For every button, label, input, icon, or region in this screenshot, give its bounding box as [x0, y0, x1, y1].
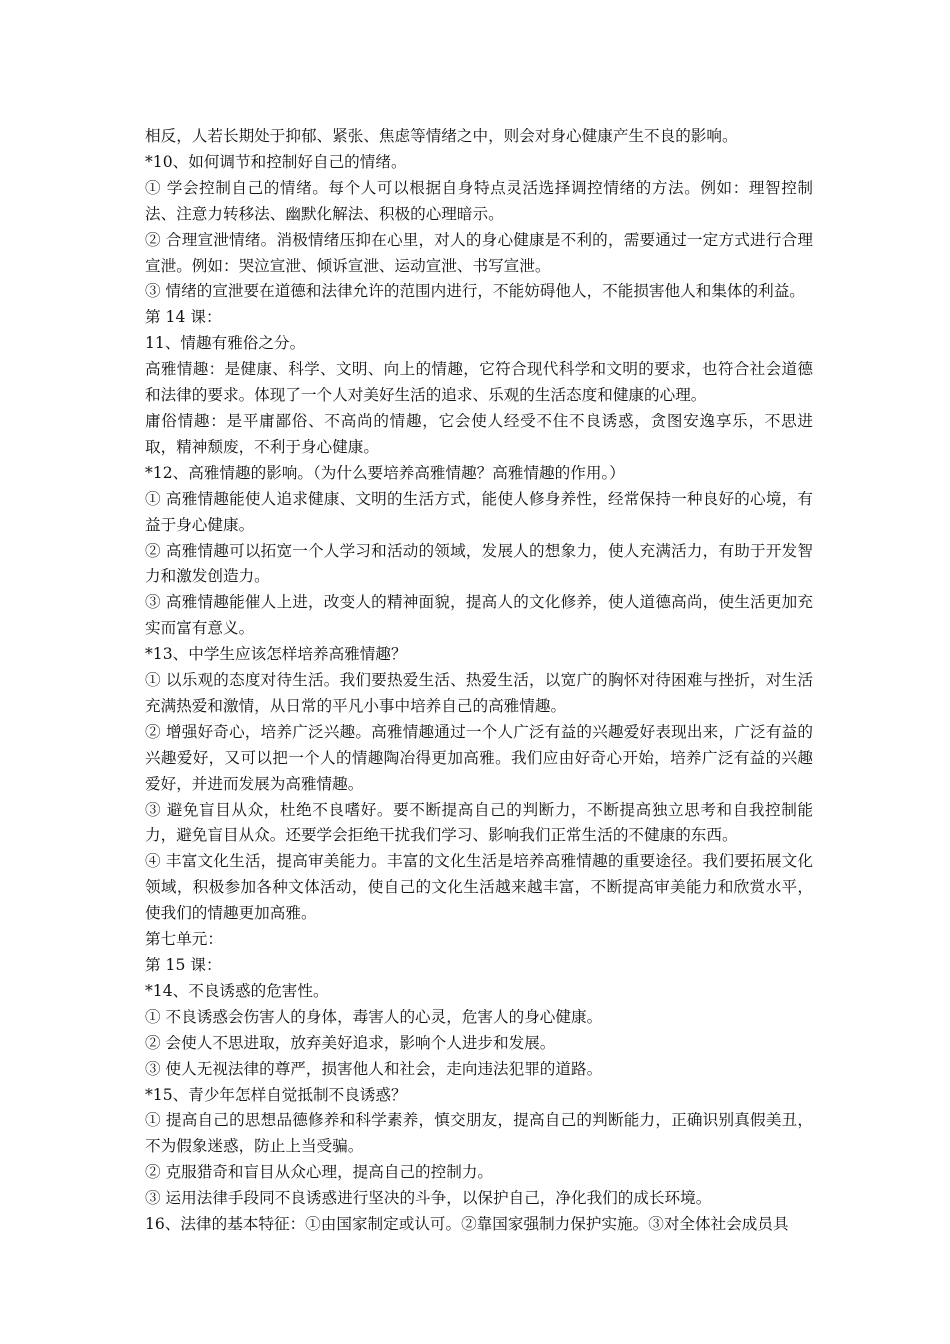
paragraph: ② 克服猎奇和盲目从众心理，提高自己的控制力。 — [145, 1163, 494, 1182]
question-heading: *15、青少年怎样自觉抵制不良诱惑？ — [145, 1085, 407, 1104]
paragraph: ③ 高雅情趣能催人上进，改变人的精神面貌，提高人的文化修养，使人道德高尚，使生活更加充实而富有意义。 — [145, 593, 813, 638]
paragraph: ④ 丰富文化生活，提高审美能力。丰富的文化生活是培养高雅情趣的重要途径。我们要拓展文化领域，积极参加各种文体活动，使自己的文化生活越来越丰富，不断提高审美能力和欣赏水平，使我们的情趣更加高雅。 — [145, 852, 813, 923]
unit-heading: 第七单元： — [145, 930, 223, 949]
paragraph: 高雅情趣：是健康、科学、文明、向上的情趣，它符合现代科学和文明的要求，也符合社会道德和法律的要求。体现了一个人对美好生活的追求、乐观的生活态度和健康的心理。 — [145, 360, 813, 405]
paragraph: ② 高雅情趣可以拓宽一个人学习和活动的领域，发展人的想象力，使人充满活力，有助于开发智力和激发创造力。 — [145, 541, 813, 586]
paragraph: ② 会使人不思进取，放弃美好追求，影响个人进步和发展。 — [145, 1033, 556, 1052]
paragraph: ③ 使人无视法律的尊严，损害他人和社会，走向违法犯罪的道路。 — [145, 1059, 603, 1078]
paragraph: ① 不良诱惑会伤害人的身体，毒害人的心灵，危害人的身心健康。 — [145, 1007, 603, 1026]
paragraph: ① 高雅情趣能使人追求健康、文明的生活方式，能使人修身养性，经常保持一种良好的心境，有益于身心健康。 — [145, 489, 813, 534]
paragraph: 庸俗情趣：是平庸鄙俗、不高尚的情趣，它会使人经受不住不良诱惑，贪图安逸享乐，不思进取，精神颓废，不利于身心健康。 — [145, 411, 813, 456]
paragraph: ③ 避免盲目从众，杜绝不良嗜好。要不断提高自己的判断力，不断提高独立思考和自我控制能力，避免盲目从众。还要学会拒绝干扰我们学习、影响我们正常生活的不健康的东西。 — [145, 800, 813, 845]
paragraph: ② 合理宣泄情绪。消极情绪压抑在心里，对人的身心健康是不利的，需要通过一定方式进行合理宣泄。例如：哭泣宣泄、倾诉宣泄、运动宣泄、书写宣泄。 — [145, 230, 813, 275]
paragraph: 16、法律的基本特征：①由国家制定或认可。②靠国家强制力保护实施。③对全体社会成员具 — [145, 1215, 789, 1234]
question-heading: *12、高雅情趣的影响。（为什么要培养高雅情趣？高雅情趣的作用。） — [145, 463, 625, 482]
paragraph: ③ 运用法律手段同不良诱惑进行坚决的斗争，以保护自己，净化我们的成长环境。 — [145, 1189, 712, 1208]
paragraph: ② 增强好奇心，培养广泛兴趣。高雅情趣通过一个人广泛有益的兴趣爱好表现出来，广泛有益的兴趣爱好，又可以把一个人的情趣陶冶得更加高雅。我们应由好奇心开始，培养广泛有益的兴趣爱好，并进而发展为高雅情趣。 — [145, 722, 813, 793]
lesson-heading: 第 15 课： — [145, 956, 222, 974]
question-heading: *14、不良诱惑的危害性。 — [145, 981, 329, 1000]
lesson-heading: 第 14 课： — [145, 308, 222, 327]
paragraph: 相反，人若长期处于抑郁、紧张、焦虑等情绪之中，则会对身心健康产生不良的影响。 — [145, 127, 738, 145]
paragraph: ① 学会控制自己的情绪。每个人可以根据自身特点灵活选择调控情绪的方法。例如：理智控制法、注意力转移法、幽默化解法、积极的心理暗示。 — [145, 178, 813, 223]
paragraph: ① 以乐观的态度对待生活。我们要热爱生活、热爱生活，以宽广的胸怀对待困难与挫折，对生活充满热爱和激情，从日常的平凡小事中培养自己的高雅情趣。 — [145, 671, 813, 715]
paragraph: ① 提高自己的思想品德修养和科学素养，慎交朋友，提高自己的判断能力，正确识别真假美丑，不为假象迷惑，防止上当受骗。 — [145, 1111, 813, 1156]
question-heading: *13、中学生应该怎样培养高雅情趣？ — [145, 645, 407, 664]
document-body — [145, 124, 813, 1238]
question-heading: 11、情趣有雅俗之分。 — [145, 334, 306, 353]
question-heading: *10、如何调节和控制好自己的情绪。 — [145, 152, 407, 171]
paragraph: ③ 情绪的宣泄要在道德和法律允许的范围内进行，不能妨碍他人，不能损害他人和集体的利益。 — [145, 282, 805, 301]
